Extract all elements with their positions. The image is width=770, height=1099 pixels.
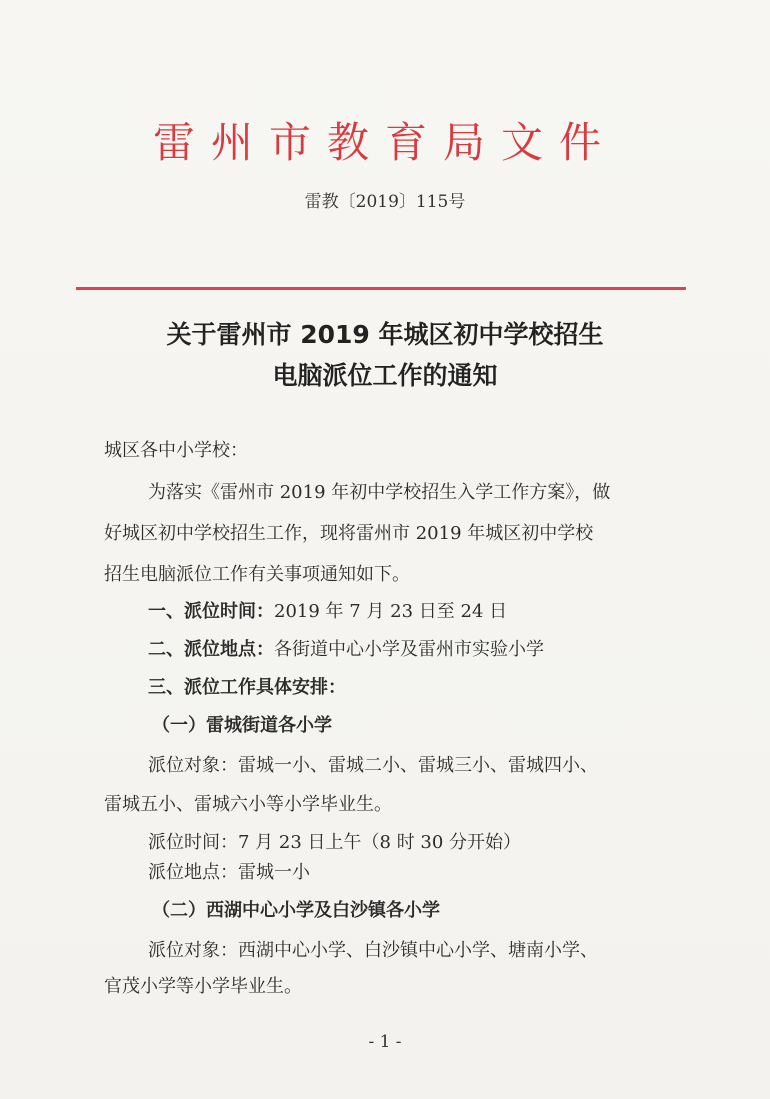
addressee: 城区各中小学校：	[104, 440, 248, 461]
section-place	[148, 635, 544, 661]
section-place-value: 各街道中心小学及雷州市实验小学	[274, 639, 544, 660]
document-number: 雷教〔2019〕115号	[304, 192, 466, 212]
intro-line-1: 为落实《雷州市 2019 年初中学校招生入学工作方案》，做	[148, 482, 611, 503]
page-number: - 1 -	[368, 1032, 402, 1052]
sub1-time: 派位时间：7 月 23 日上午（8 时 30 分开始）	[148, 832, 522, 853]
section-time-value: 2019 年 7 月 23 日至 24 日	[274, 601, 508, 622]
section-place-label: 二、派位地点：	[148, 639, 274, 660]
sub2-objects-line1: 派位对象：西湖中心小学、白沙镇中心小学、塘南小学、	[148, 940, 598, 961]
intro-line-3: 招生电脑派位工作有关事项通知如下。	[104, 564, 410, 585]
sub1-objects-line2: 雷城五小、雷城六小等小学毕业生。	[104, 794, 392, 815]
document-header: 雷州市教育局文件	[152, 118, 617, 167]
section-arrangement: 三、派位工作具体安排：	[148, 677, 346, 698]
section-time-label: 一、派位时间：	[148, 601, 274, 622]
section-time	[148, 597, 507, 623]
subsection-2-heading: （二）西湖中心小学及白沙镇各小学	[152, 900, 440, 921]
sub2-objects-line2: 官茂小学等小学毕业生。	[104, 976, 302, 997]
intro-line-2: 好城区初中学校招生工作，现将雷州市 2019 年城区初中学校	[104, 523, 594, 544]
sub1-objects-line1: 派位对象：雷城一小、雷城二小、雷城三小、雷城四小、	[148, 755, 598, 776]
notice-title-line2: 电脑派位工作的通知	[272, 361, 498, 390]
header-divider	[76, 287, 686, 290]
subsection-1-heading: （一）雷城街道各小学	[152, 715, 332, 736]
notice-title-line1: 关于雷州市 2019 年城区初中学校招生	[166, 320, 604, 349]
sub1-place: 派位地点：雷城一小	[148, 862, 310, 883]
